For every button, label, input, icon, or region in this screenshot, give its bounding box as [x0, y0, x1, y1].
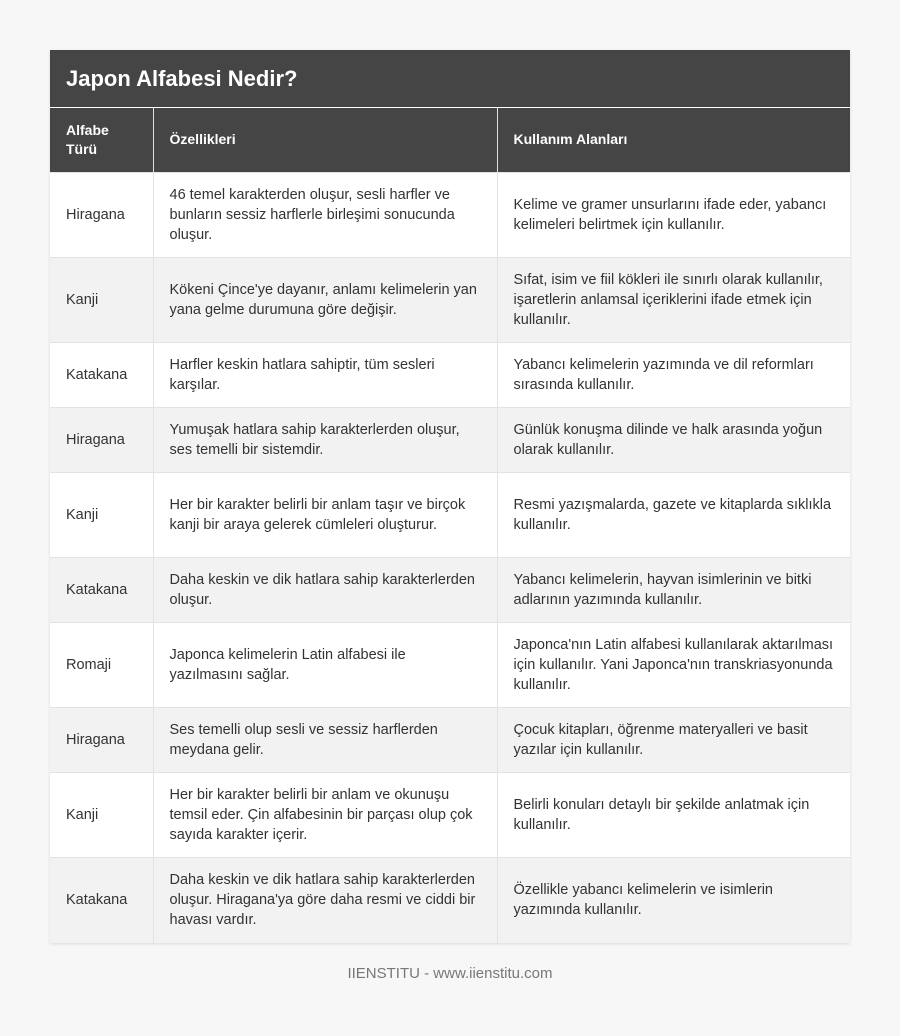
table-row — [50, 772, 850, 857]
table-row — [50, 172, 850, 257]
table-title: Japon Alfabesi Nedir? — [50, 50, 850, 108]
cell-usage: Belirli konuları detaylı bir şekilde anlatmak için kullanılır. — [497, 772, 850, 857]
cell-usage: Sıfat, isim ve fiil kökleri ile sınırlı olarak kullanılır, işaretlerin anlamsal içeriklerini ifade etmek için kullanılır. — [497, 257, 850, 342]
cell-type: Kanji — [50, 472, 153, 557]
table-row — [50, 557, 850, 622]
cell-features: Daha keskin ve dik hatlara sahip karakterlerden oluşur. — [153, 557, 497, 622]
column-header-usage: Kullanım Alanları — [497, 108, 850, 172]
cell-features: Ses temelli olup sesli ve sessiz harflerden meydana gelir. — [153, 707, 497, 772]
footer-credit: IIENSTITU - www.iienstitu.com — [347, 965, 553, 982]
cell-features: 46 temel karakterden oluşur, sesli harfler ve bunların sessiz harflerle birleşimi sonucunda oluşur. — [153, 172, 497, 257]
cell-features: Japonca kelimelerin Latin alfabesi ile yazılmasını sağlar. — [153, 622, 497, 707]
cell-usage: Kelime ve gramer unsurlarını ifade eder, yabancı kelimeleri belirtmek için kullanılır. — [497, 172, 850, 257]
cell-features: Daha keskin ve dik hatlara sahip karakterlerden oluşur. Hiragana'ya göre daha resmi ve ciddi bir havası vardır. — [153, 857, 497, 943]
cell-features: Her bir karakter belirli bir anlam ve okunuşu temsil eder. Çin alfabesinin bir parçası olup çok sayıda karakter içerir. — [153, 772, 497, 857]
cell-usage: Japonca'nın Latin alfabesi kullanılarak aktarılması için kullanılır. Yani Japonca'nın transkriasyonunda kullanılır. — [497, 622, 850, 707]
cell-usage: Yabancı kelimelerin, hayvan isimlerinin ve bitki adlarının yazımında kullanılır. — [497, 557, 850, 622]
cell-usage: Resmi yazışmalarda, gazete ve kitaplarda sıklıkla kullanılır. — [497, 472, 850, 557]
cell-usage: Çocuk kitapları, öğrenme materyalleri ve basit yazılar için kullanılır. — [497, 707, 850, 772]
table-row — [50, 857, 850, 943]
cell-type: Hiragana — [50, 407, 153, 472]
table-header-row — [50, 108, 850, 172]
table-row — [50, 622, 850, 707]
cell-type: Katakana — [50, 342, 153, 407]
cell-type: Katakana — [50, 857, 153, 943]
cell-type: Kanji — [50, 257, 153, 342]
cell-features: Harfler keskin hatlara sahiptir, tüm sesleri karşılar. — [153, 342, 497, 407]
cell-features: Yumuşak hatlara sahip karakterlerden oluşur, ses temelli bir sistemdir. — [153, 407, 497, 472]
cell-features: Her bir karakter belirli bir anlam taşır ve birçok kanji bir araya gelerek cümleleri oluşturur. — [153, 472, 497, 557]
cell-type: Hiragana — [50, 172, 153, 257]
table-row — [50, 707, 850, 772]
cell-usage: Yabancı kelimelerin yazımında ve dil reformları sırasında kullanılır. — [497, 342, 850, 407]
table-row — [50, 257, 850, 342]
cell-type: Hiragana — [50, 707, 153, 772]
alphabet-table — [50, 108, 850, 943]
table-row — [50, 342, 850, 407]
column-header-type: Alfabe Türü — [50, 108, 153, 172]
table-row — [50, 407, 850, 472]
table-card — [50, 50, 850, 943]
cell-type: Romaji — [50, 622, 153, 707]
column-header-features: Özellikleri — [153, 108, 497, 172]
cell-type: Kanji — [50, 772, 153, 857]
cell-features: Kökeni Çince'ye dayanır, anlamı kelimelerin yan yana gelme durumuna göre değişir. — [153, 257, 497, 342]
cell-usage: Günlük konuşma dilinde ve halk arasında yoğun olarak kullanılır. — [497, 407, 850, 472]
cell-type: Katakana — [50, 557, 153, 622]
cell-usage: Özellikle yabancı kelimelerin ve isimlerin yazımında kullanılır. — [497, 857, 850, 943]
table-row — [50, 472, 850, 557]
